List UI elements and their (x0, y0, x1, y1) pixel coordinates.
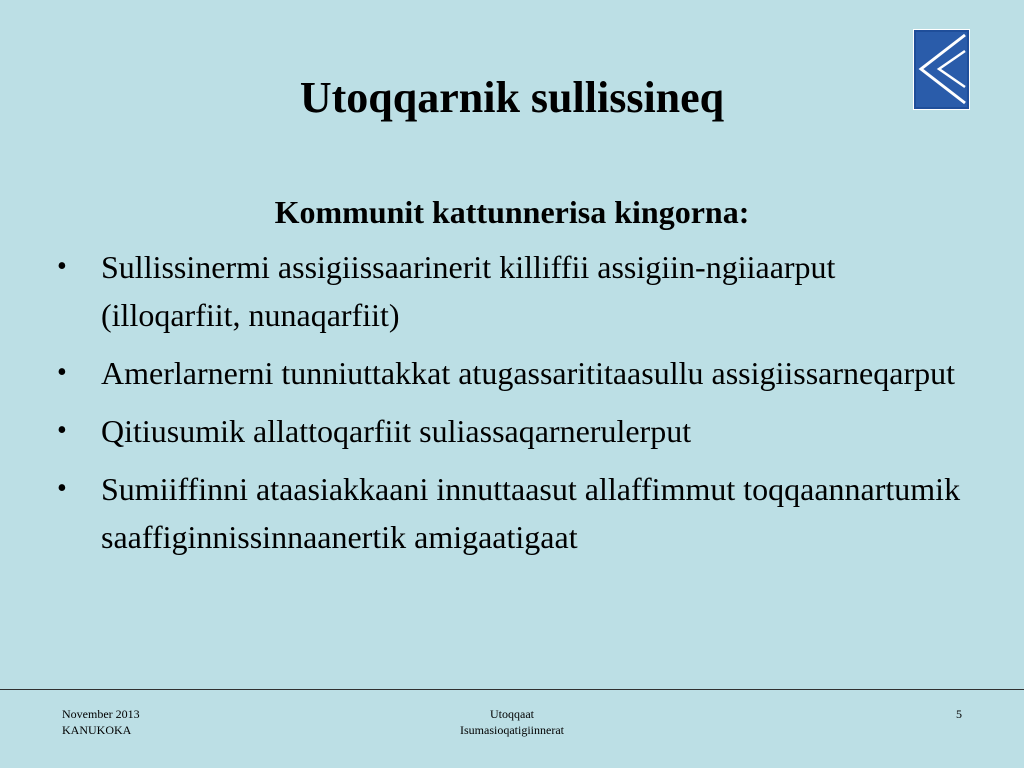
bullet-item (55, 407, 965, 455)
bullet-dot-icon: • (57, 357, 67, 388)
bullet-text: Sullissinermi assigiissaarinerit killiffii assigiin-ngiiaarput (illoqarfiit, nunaqarfiit) (101, 249, 836, 333)
footer-org: KANUKOKA (62, 723, 132, 737)
bullet-dot-icon: • (57, 415, 67, 446)
footer-divider (0, 689, 1024, 690)
footer-center-line1: Utoqqaat (490, 707, 534, 721)
page-number: 5 (956, 707, 962, 721)
slide-title: Utoqqarnik sullissineq (299, 73, 725, 122)
footer-center-line2: Isumasioqatigiinnerat (460, 723, 564, 737)
bullet-text: Qitiusumik allattoqarfiit suliassaqarnerulerput (101, 413, 692, 449)
bullet-dot-icon: • (57, 473, 67, 504)
bullet-list (55, 243, 965, 571)
footer-center (362, 706, 662, 738)
footer-left (62, 706, 140, 738)
bullet-item (55, 349, 965, 397)
bullet-dot-icon: • (57, 251, 67, 282)
bullet-text: Amerlarnerni tunniuttakkat atugassarititaasullu assigiissarneqarput (101, 355, 955, 391)
slide-subheading: Kommunit kattunnerisa kingorna: (274, 194, 750, 230)
bullet-text: Sumiiffinni ataasiakkaani innuttaasut allaffimmut toqqaannartumik saaffiginnissinnaanertik amigaatigaat (101, 471, 961, 555)
bullet-item (55, 243, 965, 339)
footer-date: November 2013 (62, 707, 140, 721)
bullet-item (55, 465, 965, 561)
kanukoka-logo-icon (913, 29, 970, 110)
